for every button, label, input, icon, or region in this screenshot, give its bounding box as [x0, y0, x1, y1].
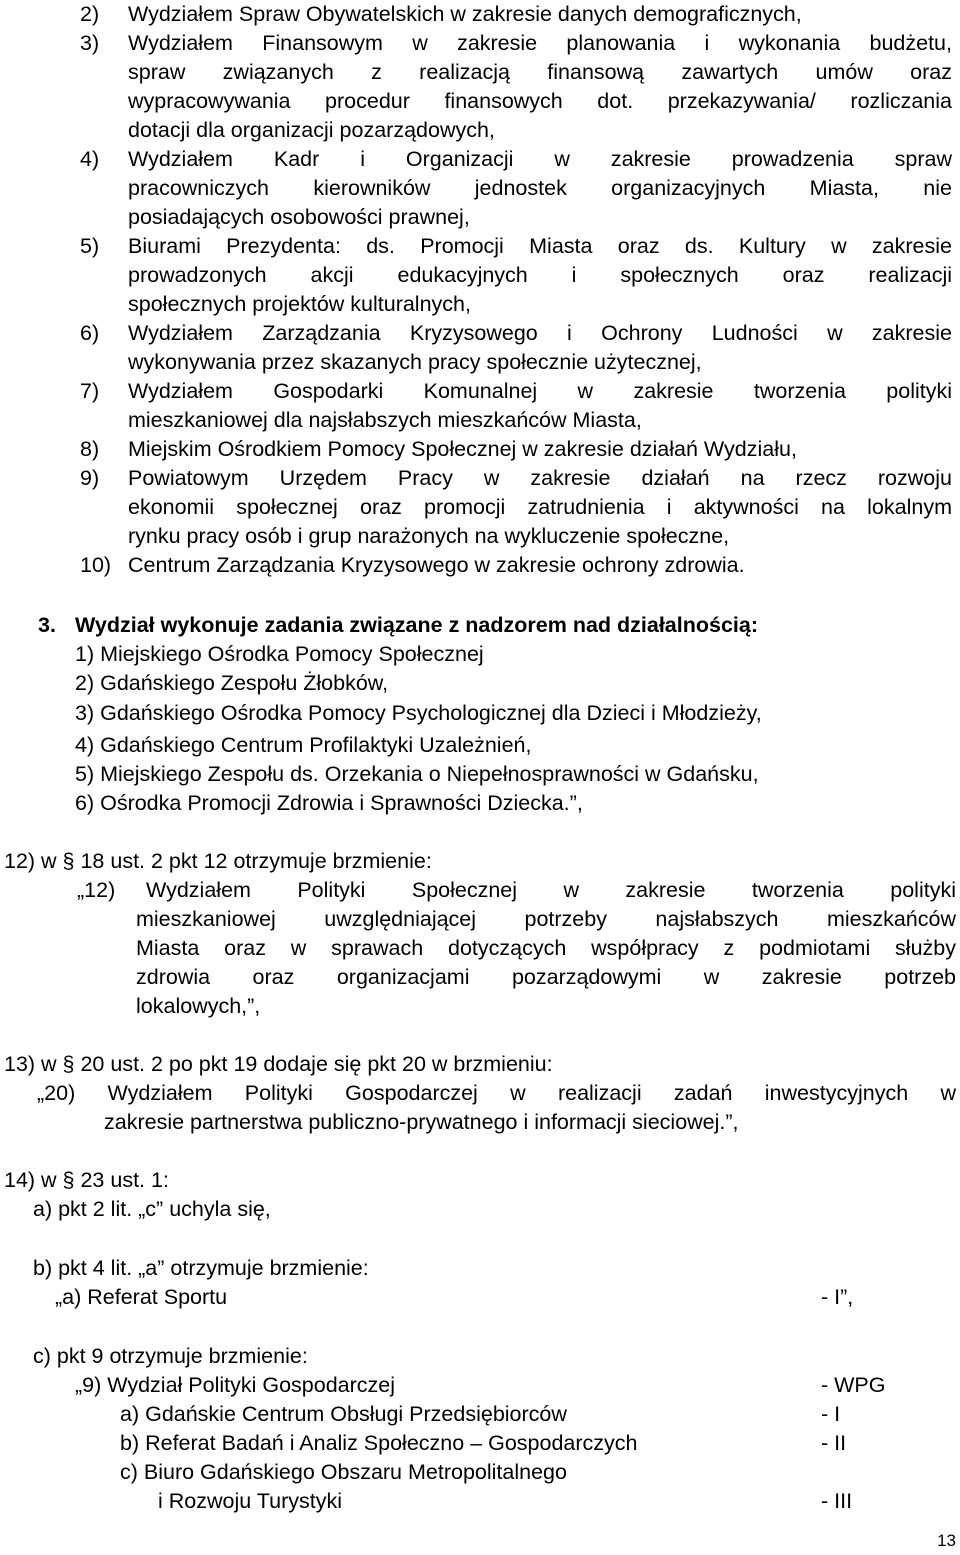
- list-item-text: mieszkaniowej dla najsłabszych mieszkańców Miasta,: [128, 408, 642, 432]
- list-item-text: Wydziałem Zarządzania Kryzysowego i Ochrony Ludności w zakresie: [128, 321, 952, 345]
- list-number: 7): [80, 379, 100, 403]
- unit-name: c) Biuro Gdańskiego Obszaru Metropolitalnego: [120, 1460, 567, 1484]
- amendment-text: zakresie partnerstwa publiczno-prywatnego i informacji sieciowej.”,: [104, 1110, 739, 1134]
- list-item-text: społecznych projektów kulturalnych,: [128, 292, 471, 316]
- list-number: 4): [80, 147, 100, 171]
- list-number: 3): [80, 31, 100, 55]
- amendment-text: mieszkaniowej uwzględniającej potrzeby najsłabszych mieszkańców: [136, 907, 956, 931]
- amendment-heading: 12) w § 18 ust. 2 pkt 12 otrzymuje brzmienie:: [4, 849, 432, 873]
- unit-code: - WPG: [821, 1373, 886, 1397]
- list-item-text: wykonywania przez skazanych pracy społecznie użytecznej,: [128, 350, 702, 374]
- amendment-point-b: b) pkt 4 lit. „a” otrzymuje brzmienie:: [33, 1256, 369, 1280]
- quote-number: „12): [77, 878, 116, 902]
- unit-code: - III: [821, 1489, 853, 1513]
- page-number: 13: [937, 1531, 956, 1550]
- unit-code: - II: [821, 1431, 847, 1455]
- list-number: 8): [80, 437, 100, 461]
- list-item: 1) Miejskiego Ośrodka Pomocy Społecznej: [75, 642, 484, 666]
- list-item-text: Miejskim Ośrodkiem Pomocy Społecznej w zakresie działań Wydziału,: [128, 437, 797, 461]
- list-item-text: posiadających osobowości prawnej,: [128, 205, 470, 229]
- list-item-text: pracowniczych kierowników jednostek organizacyjnych Miasta, nie: [128, 176, 952, 200]
- list-item-text: ekonomii społecznej oraz promocji zatrudnienia i aktywności na lokalnym: [128, 495, 952, 519]
- list-number: 2): [80, 2, 100, 26]
- list-number: 9): [80, 466, 100, 490]
- amendment-point-a: a) pkt 2 lit. „c” uchyla się,: [33, 1197, 271, 1221]
- amendment-point-c: c) pkt 9 otrzymuje brzmienie:: [33, 1344, 308, 1368]
- unit-name: b) Referat Badań i Analiz Społeczno – Gospodarczych: [120, 1431, 638, 1455]
- list-number: 5): [80, 234, 100, 258]
- list-item: 2) Gdańskiego Zespołu Żłobków,: [75, 671, 389, 695]
- amendment-text: zdrowia oraz organizacjami pozarządowymi w zakresie potrzeb: [136, 965, 956, 989]
- amendment-heading: 14) w § 23 ust. 1:: [4, 1168, 169, 1192]
- list-item: 6) Ośrodka Promocji Zdrowia i Sprawności Dziecka.”,: [75, 791, 583, 815]
- list-item-text: spraw związanych z realizacją finansową zawartych umów oraz: [128, 60, 952, 84]
- list-item-text: Biurami Prezydenta: ds. Promocji Miasta oraz ds. Kultury w zakresie: [128, 234, 952, 258]
- unit-name: „9) Wydział Polityki Gospodarczej: [75, 1373, 396, 1397]
- unit-code: - I: [821, 1402, 841, 1426]
- list-item-text: Wydziałem Finansowym w zakresie planowania i wykonania budżetu,: [128, 31, 952, 55]
- list-item: 4) Gdańskiego Centrum Profilaktyki Uzależnień,: [75, 733, 532, 757]
- list-number: 10): [80, 553, 112, 577]
- amendment-text: lokalowych,”,: [136, 994, 261, 1018]
- list-item-text: wypracowywania procedur finansowych dot. przekazywania/ rozliczania: [128, 89, 952, 113]
- amendment-text: Miasta oraz w sprawach dotyczących współpracy z podmiotami służby: [136, 936, 956, 960]
- list-item-text: rynku pracy osób i grup narażonych na wykluczenie społeczne,: [128, 524, 730, 548]
- list-item-text: Wydziałem Gospodarki Komunalnej w zakresie tworzenia polityki: [128, 379, 952, 403]
- list-item-text: Wydziałem Kadr i Organizacji w zakresie prowadzenia spraw: [128, 147, 952, 171]
- unit-name: a) Gdańskie Centrum Obsługi Przedsiębiorców: [120, 1402, 567, 1426]
- unit-code: - I”,: [821, 1285, 854, 1309]
- list-number: 6): [80, 321, 100, 345]
- list-item: 5) Miejskiego Zespołu ds. Orzekania o Niepełnosprawności w Gdańsku,: [75, 762, 759, 786]
- amendment-text: „20) Wydziałem Polityki Gospodarczej w realizacji zadań inwestycyjnych w: [37, 1081, 956, 1105]
- section-number: 3.: [38, 613, 56, 637]
- unit-name: „a) Referat Sportu: [55, 1285, 228, 1309]
- amendment-text: Wydziałem Polityki Społecznej w zakresie tworzenia polityki: [146, 878, 956, 902]
- amendment-heading: 13) w § 20 ust. 2 po pkt 19 dodaje się pkt 20 w brzmieniu:: [4, 1052, 553, 1076]
- list-item: 3) Gdańskiego Ośrodka Pomocy Psychologicznej dla Dzieci i Młodzieży,: [75, 701, 762, 725]
- list-item-text: prowadzonych akcji edukacyjnych i społecznych oraz realizacji: [128, 263, 952, 287]
- unit-name: i Rozwoju Turystyki: [158, 1489, 342, 1513]
- list-item-text: Centrum Zarządzania Kryzysowego w zakresie ochrony zdrowia.: [128, 553, 745, 577]
- list-item-text: Powiatowym Urzędem Pracy w zakresie działań na rzecz rozwoju: [128, 466, 952, 490]
- section-heading: Wydział wykonuje zadania związane z nadzorem nad działalnością:: [75, 613, 759, 637]
- list-item-text: dotacji dla organizacji pozarządowych,: [128, 118, 495, 142]
- list-item-text: Wydziałem Spraw Obywatelskich w zakresie danych demograficznych,: [128, 2, 802, 26]
